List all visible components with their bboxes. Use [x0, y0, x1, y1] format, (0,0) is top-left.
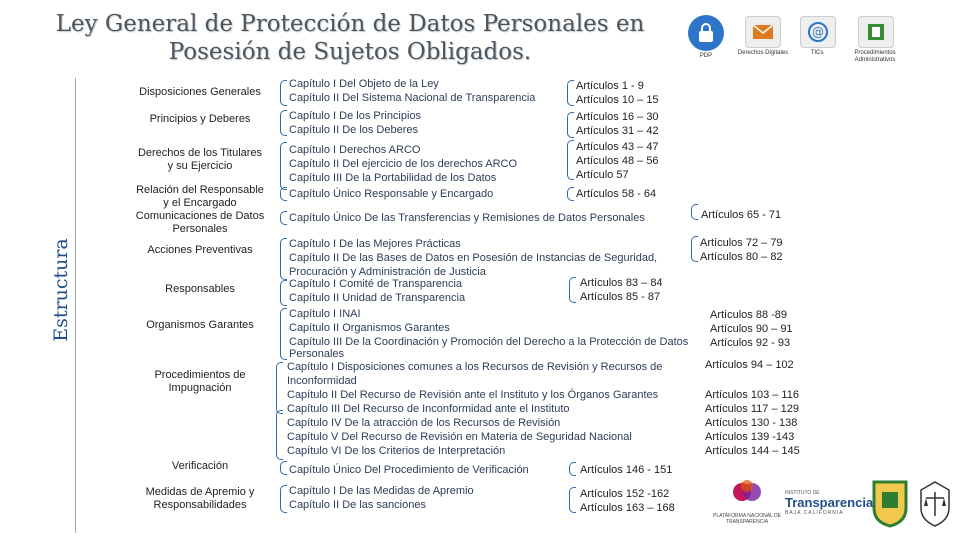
itaipbc-main: Transparencia: [785, 495, 874, 510]
brace: [280, 110, 287, 136]
article-range: Artículos 103 – 116: [705, 389, 799, 401]
svg-text:@: @: [812, 25, 824, 39]
article-range: Artículos 90 – 91: [710, 323, 793, 335]
articles-group-10: [705, 388, 800, 458]
chapter-item: Capítulo III Del Recurso de Inconformidad ante el Instituto: [287, 403, 570, 415]
article-range: Artículos 146 - 151: [580, 464, 673, 476]
chapters-verificacion: [289, 463, 529, 477]
chapters-procedimientos: [287, 360, 662, 458]
brace: [569, 277, 576, 303]
chapter-item: Capítulo Único Del Procedimiento de Verificación: [289, 464, 529, 476]
chapter-item: Capítulo I Del Objeto de la Ley: [289, 78, 439, 90]
article-range: Artículos 72 – 79: [700, 237, 783, 249]
pnt-logo: [712, 478, 782, 530]
chapter-item: Capítulo II Del Recurso de Revisión ante el Instituto y los Órganos Garantes: [287, 389, 659, 401]
chapter-item: Capítulo I Derechos ARCO: [289, 144, 421, 156]
article-range: Artículos 117 – 129: [705, 403, 799, 415]
article-range: Artículos 130 - 138: [705, 417, 798, 429]
chapter-item: Capítulo II Del ejercicio de los derechos ARCO: [289, 158, 518, 170]
chapters-acciones: [289, 237, 657, 279]
article-range: Artículos 139 -143: [705, 431, 795, 443]
itaipbc-top: INSTITUTO DE: [785, 490, 820, 496]
chapter-item: Capítulo I De las Medidas de Apremio: [289, 485, 474, 497]
brace: [276, 410, 283, 460]
top-icon-derechos[interactable]: [737, 16, 795, 56]
top-icon-tics[interactable]: [800, 16, 836, 56]
article-range: Artículos 31 – 42: [576, 125, 659, 137]
brace: [280, 485, 287, 513]
articles-group-1: [576, 79, 659, 107]
section-responsables: Responsables: [165, 283, 235, 295]
top-icon-label: TICs: [810, 50, 824, 56]
article-range: Artículos 92 - 93: [710, 337, 791, 349]
articles-group-6: [700, 236, 783, 264]
article-range: Artículos 88 -89: [710, 309, 788, 321]
divider-line: [75, 78, 76, 533]
top-icon-pdp[interactable]: [688, 15, 724, 59]
section-organismos: Organismos Garantes: [146, 319, 254, 331]
brace: [280, 461, 287, 475]
itaipbc-logo: [785, 490, 874, 522]
page-title: [40, 10, 660, 66]
chapter-item: Capítulo Único Responsable y Encargado: [289, 188, 494, 200]
article-range: Artículos 16 – 30: [576, 111, 659, 123]
articles-group-3: [576, 140, 659, 182]
article-range: Artículos 144 – 145: [705, 445, 800, 457]
brace: [280, 187, 287, 201]
section-principios: Principios y Deberes: [149, 113, 251, 125]
section-acciones: Acciones Preventivas: [147, 244, 253, 256]
brace: [280, 142, 287, 190]
section-relacion: Relación del Responsable y el Encargado: [136, 184, 264, 209]
title-line-1: Ley General de Protección de Datos Personales en: [55, 11, 645, 37]
brace: [569, 487, 576, 513]
chapter-item: Capítulo III De la Coordinación y Promoción del Derecho a la Protección de Datos: [289, 336, 689, 348]
chapter-item: Capítulo I Comité de Transparencia: [289, 278, 463, 290]
brace: [569, 462, 576, 476]
article-range: Artículos 1 - 9: [576, 80, 644, 92]
brace: [280, 80, 287, 106]
chapter-item: Capítulo II De las sanciones: [289, 499, 426, 511]
chapters-comunicaciones: [289, 211, 645, 225]
chapter-item: Capítulo Único De las Transferencias y Remisiones de Datos Personales: [289, 212, 645, 224]
articles-group-11: [580, 463, 672, 477]
article-range: Artículos 43 – 47: [576, 141, 659, 153]
article-range: Artículos 83 – 84: [580, 277, 663, 289]
section-comunicaciones: Comunicaciones de Datos Personales: [135, 210, 265, 235]
brace: [567, 80, 574, 106]
article-range: Artículo 57: [576, 169, 629, 181]
brace: [691, 204, 698, 220]
articles-group-8: [710, 308, 793, 350]
articles-group-7: [580, 276, 663, 304]
articles-group-9: [705, 358, 794, 372]
title-line-2: Posesión de Sujetos Obligados.: [168, 39, 532, 65]
chapter-item: Capítulo II Del Sistema Nacional de Transparencia: [289, 92, 536, 104]
articles-group-4: [576, 187, 656, 201]
brace: [691, 236, 698, 262]
article-range: Artículos 65 - 71: [701, 209, 782, 221]
chapter-item: Capítulo I De los Principios: [289, 110, 422, 122]
brace: [280, 238, 287, 280]
brace: [567, 187, 574, 201]
chapter-item: Capítulo II Organismos Garantes: [289, 322, 450, 334]
brace: [276, 362, 283, 414]
article-range: Artículos 48 – 56: [576, 155, 659, 167]
article-range: Artículos 94 – 102: [705, 359, 794, 371]
top-icon-label: Procedimientos Administrativos: [854, 50, 896, 63]
chapters-derechos: [289, 143, 517, 185]
article-range: Artículos 163 – 168: [580, 502, 675, 514]
section-disposiciones: Disposiciones Generales: [139, 86, 261, 98]
section-verificacion: Verificación: [171, 460, 229, 472]
section-derechos: Derechos de los Titulares y su Ejercicio: [137, 147, 263, 172]
chapters-medidas: [289, 484, 474, 512]
chapters-principios: [289, 109, 421, 137]
book-icon: [858, 16, 894, 48]
articles-group-2: [576, 110, 659, 138]
top-icon-label: PDP: [699, 53, 713, 59]
itaipbc-sub: BAJA CALIFORNIA: [785, 510, 844, 516]
chapter-item: Capítulo VI De los Criterios de Interpretación: [287, 445, 506, 457]
chapters-disposiciones: [289, 77, 535, 105]
envelope-icon: [745, 16, 781, 48]
article-range: Artículos 152 -162: [580, 488, 670, 500]
chapters-responsables: [289, 277, 465, 305]
articles-group-5: [701, 208, 781, 222]
brace: [567, 112, 574, 138]
chapter-item: Procuración y Administración de Justicia: [289, 266, 486, 278]
estructura-label: Estructura: [50, 238, 72, 342]
brace: [280, 308, 287, 360]
article-range: Artículos 85 - 87: [580, 291, 661, 303]
chapter-item: Capítulo I De las Mejores Prácticas: [289, 238, 461, 250]
brace: [280, 280, 287, 306]
at-sign-icon: [800, 16, 836, 48]
chapter-item: Capítulo V Del Recurso de Revisión en Materia de Seguridad Nacional: [287, 431, 632, 443]
article-range: Artículos 80 – 82: [700, 251, 783, 263]
top-icon-label: Derechos Digitales: [737, 50, 789, 56]
section-medidas: Medidas de Apremio y Responsabilidades: [145, 486, 255, 511]
chapter-item: Inconformidad: [287, 375, 357, 387]
chapter-item: Personales: [289, 348, 345, 360]
brace: [280, 211, 287, 225]
top-icon-procedimientos[interactable]: [854, 16, 898, 64]
chapters-organismos: [289, 307, 688, 359]
articles-group-12: [580, 487, 675, 515]
chapter-item: Capítulo IV De la atracción de los Recursos de Revisión: [287, 417, 561, 429]
chapters-relacion: [289, 187, 493, 201]
section-procedimientos: Procedimientos de Impugnación: [154, 369, 246, 394]
lock-icon: [688, 15, 724, 51]
article-range: Artículos 10 – 15: [576, 94, 659, 106]
article-range: Artículos 58 - 64: [576, 188, 657, 200]
chapter-item: Capítulo II De los Deberes: [289, 124, 419, 136]
chapter-item: Capítulo I INAI: [289, 308, 361, 320]
uabc-crest: [870, 478, 910, 528]
justice-seal: [915, 478, 955, 528]
chapter-item: Capítulo I Disposiciones comunes a los Recursos de Revisión y Recursos de: [287, 361, 663, 373]
pnt-logo-text: PLATAFORMA NACIONAL DE TRANSPARENCIA: [713, 513, 781, 525]
chapter-item: Capítulo II De las Bases de Datos en Posesión de Instancias de Seguridad,: [289, 252, 658, 264]
chapter-item: Capítulo III De la Portabilidad de los Datos: [289, 172, 497, 184]
brace: [567, 140, 574, 180]
chapter-item: Capítulo II Unidad de Transparencia: [289, 292, 466, 304]
